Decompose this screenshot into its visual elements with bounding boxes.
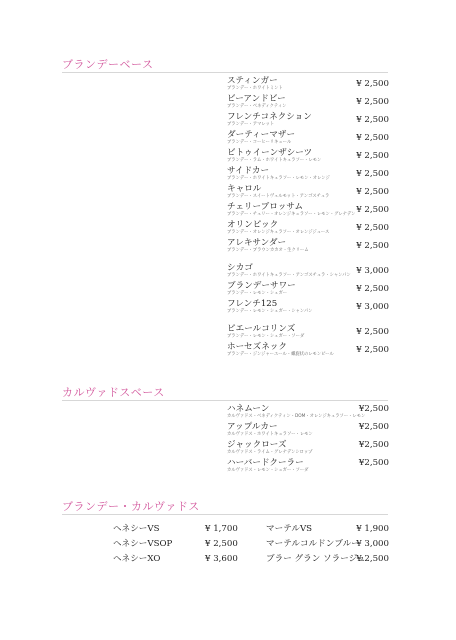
menu-item-ingredients: ブランデー・アマレット [227, 122, 275, 127]
menu-item-ingredients: ブランデー・ホワイトミント [227, 86, 283, 91]
menu-item-ingredients: ブランデー・チェリー・オレンジキュラソー・レモン・グレナデン [227, 212, 356, 217]
menu-item-ingredients: ブランデー・オレンジキュラソー・オレンジジュース [227, 230, 330, 235]
menu-item-name: サイドカー [227, 166, 270, 176]
menu-item [227, 342, 389, 360]
menu-item-name: ビーアンドビー [227, 94, 286, 104]
item-name: ヘネシーVS [113, 524, 160, 534]
menu-item [227, 281, 389, 299]
menu-item-name: ハネムーン [227, 404, 270, 414]
menu-item-price: ¥ 2,500 [356, 327, 389, 337]
calvados-base-menu-list [227, 404, 389, 476]
section-divider [62, 400, 388, 401]
menu-item-price: ¥ 2,500 [356, 151, 389, 161]
menu-item-price: ¥ 2,500 [356, 187, 389, 197]
menu-item [227, 220, 389, 238]
menu-item-price: ¥ 2,500 [356, 205, 389, 215]
menu-item-ingredients: ブランデー・ホワイトキュラソー・アンゴスチュラ・シャンパン [227, 273, 351, 278]
menu-item-ingredients: ブランデー・スイートヴェルモット・アンゴスチュラ [227, 194, 330, 199]
menu-item-ingredients: カルヴァドス・ライム・グレナデンシロップ [227, 450, 313, 455]
price-row [113, 554, 389, 569]
menu-item-price: ¥ 2,500 [356, 284, 389, 294]
section-divider [62, 514, 388, 515]
menu-item-price: ¥2,500 [358, 404, 389, 414]
menu-item-ingredients: ブランデー・ジンジャーエール・螺旋状のレモンピール [227, 352, 334, 357]
group-gap [227, 317, 389, 324]
menu-item-ingredients: ブランデー・レモン・シュガー・シャンパン [227, 309, 313, 314]
menu-item-name: ピエールコリンズ [227, 324, 296, 334]
item-price: ¥ 1,900 [356, 524, 389, 534]
menu-item [227, 299, 389, 317]
item-name: ヘネシーVSOP [113, 539, 173, 549]
menu-item [227, 112, 389, 130]
menu-item-name: フレンチ125 [227, 299, 278, 309]
section-divider [62, 72, 388, 73]
price-row [113, 539, 389, 554]
menu-item-name: ブランデーサワー [227, 281, 296, 291]
item-name: ブラー グラン ソラージュ [266, 554, 366, 564]
menu-item-price: ¥ 2,500 [356, 169, 389, 179]
menu-item [227, 440, 389, 458]
menu-item [227, 130, 389, 148]
item-price: ¥ 2,500 [205, 539, 238, 549]
menu-item-ingredients: ブランデー・ベネディクティン [227, 104, 287, 109]
menu-item [227, 76, 389, 94]
section-title-brandy-calvados: ブランデー・カルヴァドス [62, 500, 200, 513]
menu-item-price: ¥ 2,500 [356, 241, 389, 251]
section-title-brandy-base: ブランデーベース [62, 58, 154, 71]
menu-item-price: ¥ 3,000 [356, 266, 389, 276]
menu-item [227, 458, 389, 476]
menu-item [227, 166, 389, 184]
menu-item-name: ダーティーマザー [227, 130, 296, 140]
menu-item-name: シカゴ [227, 263, 253, 273]
menu-item-ingredients: カルヴァドス・ホワイトキュラソー・レモン [227, 432, 313, 437]
menu-item-ingredients: ブランデー・ブラウンカカオ・生クリーム [227, 248, 309, 253]
item-name: ヘネシーXO [113, 554, 161, 564]
item-price: ¥ 3,000 [356, 539, 389, 549]
menu-item-price: ¥ 2,500 [356, 115, 389, 125]
brandy-base-menu-list [227, 76, 389, 360]
menu-item [227, 422, 389, 440]
menu-item-ingredients: ブランデー・ホワイトキュラソー・レモン・オレンジ [227, 176, 330, 181]
item-price: ¥ 2,500 [356, 554, 389, 564]
menu-item [227, 324, 389, 342]
menu-item-name: アップルカー [227, 422, 278, 432]
menu-item-ingredients: ブランデー・レモン・シュガー・ソーダ [227, 334, 305, 339]
menu-item-price: ¥ 2,500 [356, 97, 389, 107]
menu-item-price: ¥2,500 [358, 422, 389, 432]
menu-item-name: スティンガー [227, 76, 278, 86]
menu-item-price: ¥ 2,500 [356, 133, 389, 143]
menu-item [227, 184, 389, 202]
menu-item-ingredients: カルヴァドス・ベネディクティン・DOM・オレンジキュラソー・レモン [227, 414, 366, 419]
menu-item-ingredients: ブランデー・ラム・ホワイトキュラソー・レモン [227, 158, 322, 163]
menu-item [227, 148, 389, 166]
menu-item-name: アレキサンダー [227, 238, 287, 248]
price-row [113, 524, 389, 539]
menu-item-ingredients: ブランデー・レモン・シュガー [227, 291, 288, 296]
menu-item-name: ビトゥイーンザシーツ [227, 148, 313, 158]
menu-item-ingredients: カルヴァドス・レモン・シュガー・ソーダ [227, 468, 309, 473]
menu-item-price: ¥ 3,000 [356, 302, 389, 312]
menu-item [227, 263, 389, 281]
group-gap [227, 256, 389, 263]
menu-item-name: オリンピック [227, 220, 279, 230]
menu-item [227, 94, 389, 112]
menu-item [227, 404, 389, 422]
menu-item-name: チェリーブロッサム [227, 202, 304, 212]
section-title-calvados-base: カルヴァドスベース [62, 386, 165, 399]
menu-item-price: ¥2,500 [358, 440, 389, 450]
item-price: ¥ 3,600 [205, 554, 238, 564]
menu-item-name: フレンチコネクション [227, 112, 312, 122]
item-price: ¥ 1,700 [205, 524, 238, 534]
item-name: マーテルVS [266, 524, 313, 534]
menu-item-price: ¥2,500 [358, 458, 389, 468]
brandy-calvados-price-grid [113, 524, 389, 569]
menu-item [227, 238, 389, 256]
menu-item-ingredients: ブランデー・コーヒーリキュール [227, 140, 292, 145]
menu-item-name: ジャックローズ [227, 440, 287, 450]
menu-item-name: ハーバードクーラー [227, 458, 304, 468]
menu-item-price: ¥ 2,500 [356, 345, 389, 355]
menu-item-price: ¥ 2,500 [356, 79, 389, 89]
menu-item-name: キャロル [227, 184, 262, 194]
item-name: マーテルコルドンブルー [266, 539, 360, 549]
menu-item-price: ¥ 2,500 [356, 223, 389, 233]
menu-item [227, 202, 389, 220]
menu-item-name: ホーセズネック [227, 342, 287, 352]
